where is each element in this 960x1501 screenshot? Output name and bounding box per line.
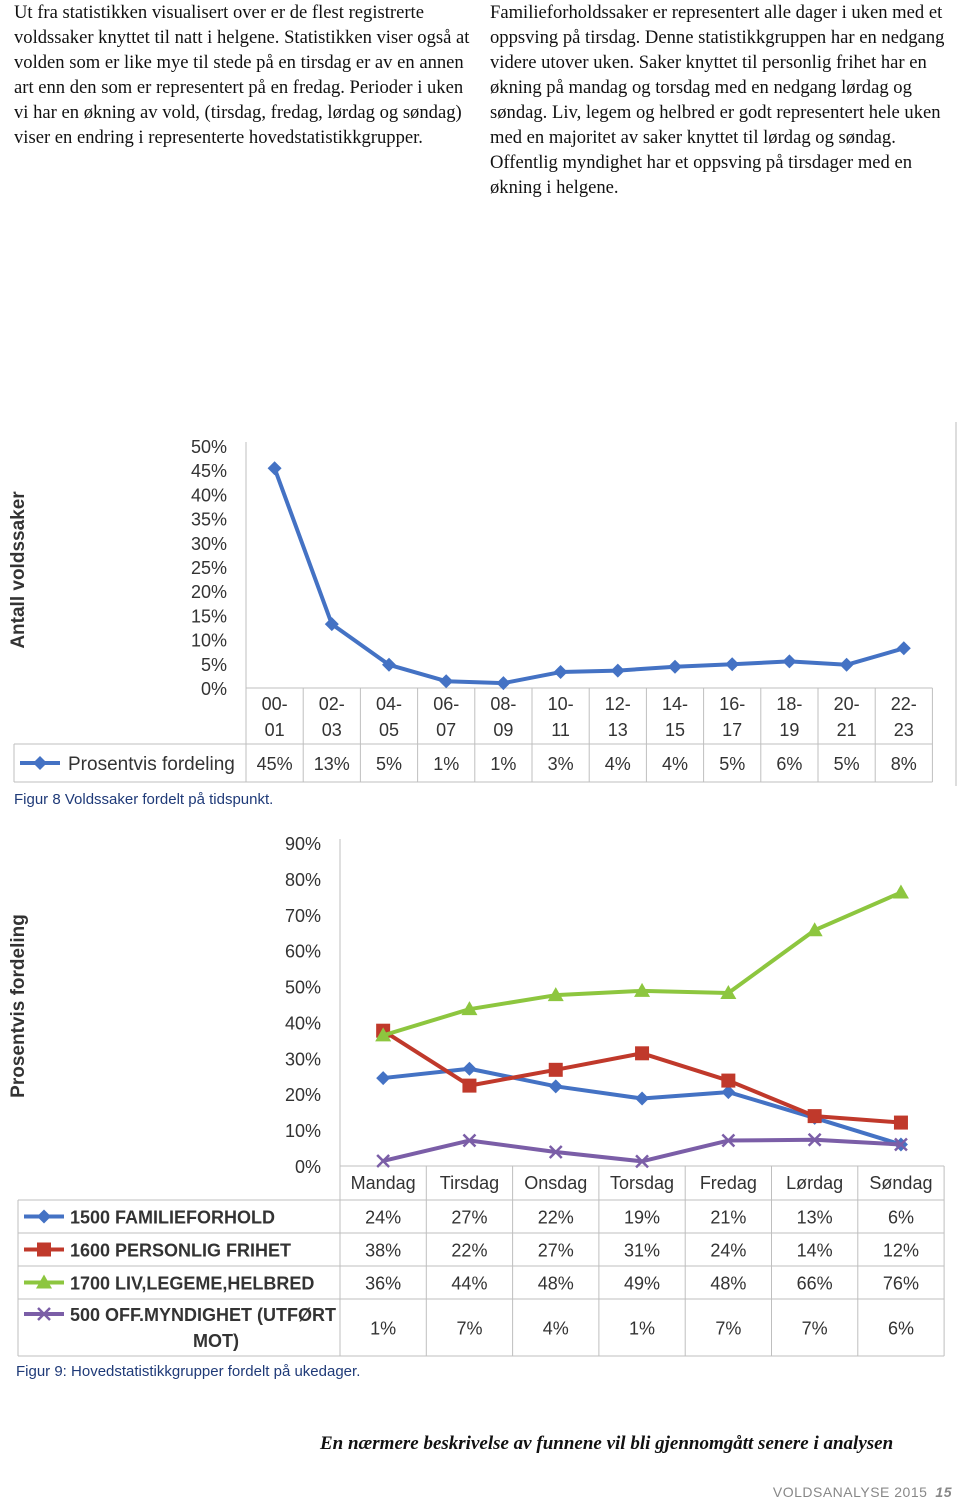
data-point <box>840 658 854 672</box>
x-tick-label: Mandag <box>350 1173 416 1193</box>
x-tick-label: 11 <box>551 720 570 740</box>
page-number: 15 <box>935 1484 952 1500</box>
x-tick-label: 07 <box>436 720 457 740</box>
y-tick-label: 0% <box>200 679 227 699</box>
data-label: 76% <box>882 1273 919 1294</box>
y-tick-label: 50% <box>284 977 321 998</box>
y-tick-label: 90% <box>284 834 321 854</box>
data-point <box>668 660 682 674</box>
x-tick-label: 03 <box>321 720 342 740</box>
data-label: 27% <box>451 1207 488 1228</box>
data-point <box>611 664 625 678</box>
x-tick-label: Onsdag <box>524 1173 588 1193</box>
legend-label: Prosentvis fordeling <box>68 754 235 775</box>
series-line <box>383 1031 901 1123</box>
x-tick-label: 04- <box>375 694 403 714</box>
data-label: 13% <box>313 754 350 774</box>
data-point <box>635 1092 649 1106</box>
data-point <box>893 885 909 899</box>
data-label: 6% <box>887 1207 914 1228</box>
x-tick-label: Fredag <box>699 1173 757 1193</box>
x-tick-label: 16- <box>719 694 746 714</box>
legend-marker <box>37 1210 51 1224</box>
data-label: 5% <box>375 754 403 774</box>
y-tick-label: 40% <box>284 1013 321 1034</box>
left-paragraph: Ut fra statistikken visualisert over er de flest registrerte voldssaker knyttet til natt i helgene. Statistikken viser også at volden som er like mye til stede på en tirsdag er av en annen art enn den som er representert på en fredag. Perioder i uken vi har en økning av vold, (tirsdag, fredag, lørdag og søndag) viser en endring i representerte hovedstatistikkgrupper. <box>14 2 470 148</box>
y-tick-label: 40% <box>190 485 227 506</box>
x-tick-label: 17 <box>722 720 743 740</box>
data-point <box>554 665 568 679</box>
data-label: 48% <box>710 1273 747 1294</box>
x-tick-label: 14- <box>661 694 689 714</box>
data-label: 44% <box>451 1273 488 1294</box>
y-tick-label: 30% <box>190 533 227 554</box>
y-tick-label: 5% <box>200 654 227 675</box>
x-tick-label: 08- <box>490 694 517 714</box>
series-line <box>275 468 904 683</box>
data-label: 5% <box>719 754 746 774</box>
legend-label: 1600 PERSONLIG FRIHET <box>70 1240 292 1261</box>
x-tick-label: 22- <box>890 694 917 714</box>
data-label: 6% <box>887 1318 914 1339</box>
y-tick-label: 10% <box>190 630 227 651</box>
data-point <box>462 1079 476 1093</box>
data-label: 14% <box>796 1240 833 1261</box>
data-label: 38% <box>365 1240 402 1261</box>
data-label: 19% <box>624 1207 661 1228</box>
x-tick-label: Torsdag <box>610 1173 675 1193</box>
data-label: 13% <box>796 1207 833 1228</box>
data-label: 7% <box>456 1318 483 1339</box>
data-label: 22% <box>537 1207 574 1228</box>
x-tick-label: 13 <box>607 720 628 740</box>
data-label: 1% <box>370 1318 397 1339</box>
data-label: 1% <box>433 754 460 774</box>
data-label: 4% <box>661 754 689 774</box>
x-tick-label: 19 <box>779 720 800 740</box>
data-point <box>808 1109 822 1123</box>
data-label: 12% <box>882 1240 919 1261</box>
legend-label: 1500 FAMILIEFORHOLD <box>70 1207 276 1228</box>
page-footer <box>773 1484 952 1500</box>
x-tick-label: 05 <box>378 720 400 740</box>
data-label: 4% <box>604 754 631 774</box>
x-tick-label: 02- <box>318 694 345 714</box>
x-tick-label: 12- <box>604 694 631 714</box>
data-point <box>897 641 911 655</box>
data-label: 45% <box>256 754 293 774</box>
y-tick-label: 0% <box>294 1157 321 1177</box>
y-tick-label: 60% <box>284 941 321 962</box>
data-label: 1% <box>629 1318 656 1339</box>
data-label: 8% <box>890 754 917 774</box>
data-label: 24% <box>710 1240 747 1261</box>
data-point <box>721 1074 735 1088</box>
data-label: 4% <box>542 1318 569 1339</box>
data-label: 7% <box>801 1318 828 1339</box>
y-tick-label: 50% <box>190 437 227 457</box>
x-tick-label: Lørdag <box>786 1173 844 1193</box>
legend-label: MOT) <box>193 1331 239 1351</box>
x-tick-label: 06- <box>433 694 460 714</box>
y-tick-label: 70% <box>284 905 321 926</box>
x-tick-label: Tirsdag <box>439 1173 500 1193</box>
y-tick-label: 30% <box>284 1049 321 1070</box>
data-point <box>549 1079 563 1093</box>
data-point <box>376 1071 390 1085</box>
data-label: 22% <box>451 1240 488 1261</box>
series-line <box>383 893 901 1036</box>
footer-title: VOLDSANALYSE 2015 <box>772 1484 928 1500</box>
legend-label: 1700 LIV,LEGEME,HELBRED <box>70 1273 315 1294</box>
y-axis-title: Prosentvis fordeling <box>8 914 29 1098</box>
data-point <box>782 654 796 668</box>
x-tick-label: 21 <box>836 720 857 740</box>
data-label: 31% <box>624 1240 661 1261</box>
chart-voldssaker-tidspunkt <box>0 420 960 790</box>
y-tick-label: 45% <box>190 461 227 482</box>
footer-note: En nærmere beskrivelse av funnene vil bli gjennomgått senere i analysen <box>320 1433 894 1454</box>
data-label: 1% <box>490 754 517 774</box>
legend-marker <box>37 1243 51 1257</box>
data-point <box>894 1116 908 1130</box>
data-label: 66% <box>796 1273 833 1294</box>
y-tick-label: 20% <box>190 582 227 603</box>
data-point <box>549 1063 563 1077</box>
y-tick-label: 25% <box>190 558 227 578</box>
data-point <box>635 1046 649 1060</box>
data-point <box>462 1062 476 1076</box>
data-label: 7% <box>715 1318 742 1339</box>
x-tick-label: Søndag <box>869 1173 933 1193</box>
data-label: 5% <box>833 754 860 774</box>
right-paragraph: Familieforholdssaker er representert alle dager i uken med et oppsving på tirsdag. Denne statistikkgruppen har en nedgang videre utover uken. Saker knyttet til personlig frihet har en økning på mandag og torsdag med en nedgang lørdag og søndag. Liv, legem og helbred er godt representert hele uken med en majoritet av saker knyttet til lørdag og søndag. Offentlig myndighet har et oppsving på tirsdager med en økning i helgene. <box>490 2 945 198</box>
data-point <box>725 657 739 671</box>
data-label: 36% <box>365 1273 402 1294</box>
x-tick-label: 18- <box>776 694 803 714</box>
y-tick-label: 20% <box>284 1085 321 1106</box>
x-tick-label: 09 <box>493 720 514 740</box>
chart-hovedstatistikkgrupper-ukedager <box>0 826 960 1362</box>
data-point <box>268 461 282 475</box>
legend-marker <box>33 756 47 770</box>
data-label: 48% <box>537 1273 574 1294</box>
y-tick-label: 80% <box>284 869 321 890</box>
y-tick-label: 15% <box>190 606 227 627</box>
data-label: 6% <box>776 754 803 774</box>
data-label: 21% <box>710 1207 747 1228</box>
figure8-caption: Figur 8 Voldssaker fordelt på tidspunkt. <box>14 791 274 808</box>
y-axis-title: Antall voldssaker <box>8 491 29 649</box>
x-tick-label: 23 <box>893 720 914 740</box>
y-tick-label: 10% <box>284 1121 321 1142</box>
data-label: 49% <box>624 1273 661 1294</box>
data-label: 24% <box>365 1207 402 1228</box>
x-tick-label: 10- <box>547 694 574 714</box>
data-label: 27% <box>537 1240 574 1261</box>
x-tick-label: 00- <box>261 694 288 714</box>
data-point <box>439 674 453 688</box>
figure9-caption: Figur 9: Hovedstatistikkgrupper fordelt på ukedager. <box>16 1363 361 1380</box>
y-tick-label: 35% <box>190 509 227 530</box>
x-tick-label: 01 <box>264 720 285 740</box>
legend-label: 500 OFF.MYNDIGHET (UTFØRT <box>70 1305 337 1325</box>
x-tick-label: 15 <box>664 720 686 740</box>
x-tick-label: 20- <box>833 694 860 714</box>
data-label: 3% <box>547 754 574 774</box>
series-line <box>383 1140 901 1162</box>
